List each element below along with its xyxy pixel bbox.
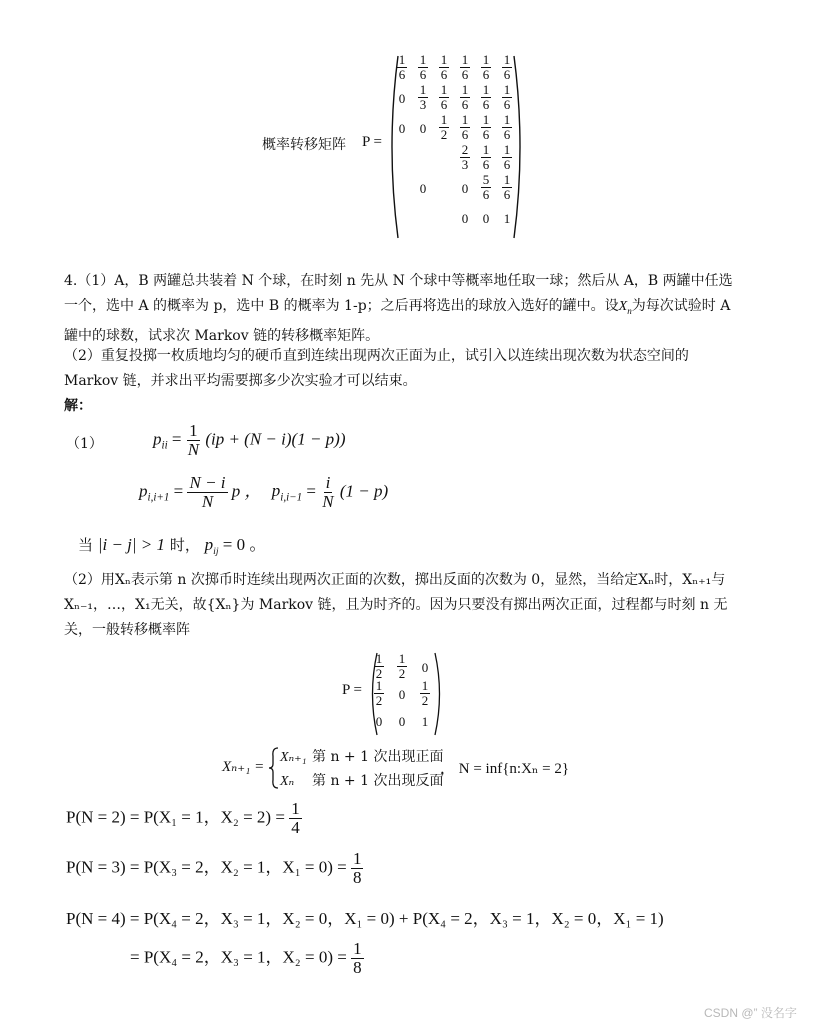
prob-n3: P(N = 3) = P(X₃ = 2，X₂ = 1，X₁ = 0) = $\frac{1}{8}$ [66,849,362,887]
matrix1-left-paren [384,54,400,240]
matrix1-cell: $\frac{1}{6}$ [419,52,427,82]
part2-text: （2）用Xₙ表示第 n 次掷币时连续出现两次正面的次数，掷出反面的次数为 0，显然，当给定Xₙ时，Xₙ₊₁与Xₙ₋₁，…，X₁无关，故{Xₙ}为 Markov 链，且为时齐的。因为只要没有掷出两次正面，过程都与时刻 n 无关，一般转移概率阵 [64,572,728,638]
matrix2-cell: $\frac{1}{2}$ [398,651,406,681]
matrix1-lhs: P = [362,134,382,150]
recursion-case2: Xₙ 第 n + 1 次出现反面 [280,773,444,789]
matrix1-cell: $\frac{2}{3}$ [461,142,469,172]
matrix1-cell: $\frac{1}{6}$ [503,52,511,82]
matrix1-cell: $\frac{1}{6}$ [482,52,490,82]
recursion-case1: Xₙ₊₁ 第 n + 1 次出现正面 [280,749,444,765]
watermark: CSDN @” 没名字 [704,1006,797,1020]
matrix1-cell: $\frac{1}{2}$ [440,112,448,142]
matrix1-cell: 0 [398,91,406,106]
matrix1-cell: $\frac{1}{6}$ [461,52,469,82]
matrix2-lhs: P = [342,682,362,698]
matrix2-cell: 0 [398,714,406,729]
prob-n2: P(N = 2) = P(X₁ = 1，X₂ = 2) = $\frac{1}{4}$ [66,799,300,837]
matrix2-cell: 0 [421,660,429,675]
matrix2-cell: 1 [421,714,429,729]
stopping-time-def: ， N = inf{n:Xₙ = 2} [440,761,570,777]
problem-part2: （2）重复投掷一枚质地均匀的硬币直到连续出现两次正面为止，试引入以连续出现次数为状态空间的 Markov 链，并求出平均需要掷多少次实验才可以结束。 [64,348,689,389]
matrix1-cell: $\frac{1}{6}$ [461,82,469,112]
matrix1-label: 概率转移矩阵 [262,137,346,153]
matrix1-cell: $\frac{1}{6}$ [398,52,406,82]
matrix2-right-paren [433,651,445,737]
prob-n4: P(N = 4) = P(X₄ = 2，X₃ = 1，X₂ = 0，X₁ = 0) + P(X₄ = 2，X₃ = 1，X₂ = 0，X₁ = 1) [66,909,664,928]
formula-condition: 当 |i − j| > 1 时， $p_{ij} = 0$ 。 [78,535,267,557]
matrix2-cell: $\frac{1}{2}$ [375,678,383,708]
matrix1-cell: 0 [461,181,469,196]
recursion-brace [268,746,280,790]
solution-label: 解： [64,398,92,414]
problem-part1: 4.（1）A，B 两罐总共装着 N 个球，在时刻 n 先从 N 个球中等概率地任取一球；然后从 A，B 两罐中任选一个，选中 A 的概率为 p，选中 B 的概率为 1-p；之后再将选出的球放入选好的罐中。设$X_n$为每次试验时 A 罐中的球数，试求次 Markov 链的转移概率矩阵。 [64,273,733,344]
matrix1-cell: $\frac{1}{6}$ [482,112,490,142]
matrix2-cell: $\frac{1}{2}$ [421,678,429,708]
matrix1-cell: $\frac{5}{6}$ [482,172,490,202]
matrix2-cell: 0 [375,714,383,729]
matrix1-cell: $\frac{1}{6}$ [440,52,448,82]
matrix1-cell: 0 [398,121,406,136]
formula-pii: $p_{ii}$ = $\frac{1}{N}$ (ip + (N − i)(1 − p)) [153,421,346,459]
matrix1-cell: $\frac{1}{6}$ [482,82,490,112]
matrix1-cell: $\frac{1}{6}$ [482,142,490,172]
matrix2-cell: 0 [398,687,406,702]
matrix1-cell: 0 [419,181,427,196]
matrix1-cell: $\frac{1}{6}$ [461,112,469,142]
matrix1-cell: $\frac{1}{6}$ [503,172,511,202]
matrix1-cell: $\frac{1}{6}$ [503,142,511,172]
matrix1-cell: 0 [419,121,427,136]
matrix1-cell: $\frac{1}{3}$ [419,82,427,112]
matrix1-cell: 0 [461,211,469,226]
matrix1-cell: 0 [482,211,490,226]
formula-p-up: $p_{i,i+1}$ = $\frac{N - i}{N}$ p ， $p_{i,i-1}$ = $\frac{i}{N}$ (1 − p) [139,473,389,511]
matrix1-cell: $\frac{1}{6}$ [503,82,511,112]
matrix1-cell: 1 [503,211,511,226]
matrix1-cell: $\frac{1}{6}$ [503,112,511,142]
prob-n4-cont: = P(X₄ = 2，X₃ = 1，X₂ = 0) = $\frac{1}{8}$ [130,939,362,977]
matrix2-cell: $\frac{1}{2}$ [375,651,383,681]
recursion-lhs: Xₙ₊₁ = [222,759,265,775]
part1-label: （1） [66,436,103,452]
matrix1-cell: $\frac{1}{6}$ [440,82,448,112]
